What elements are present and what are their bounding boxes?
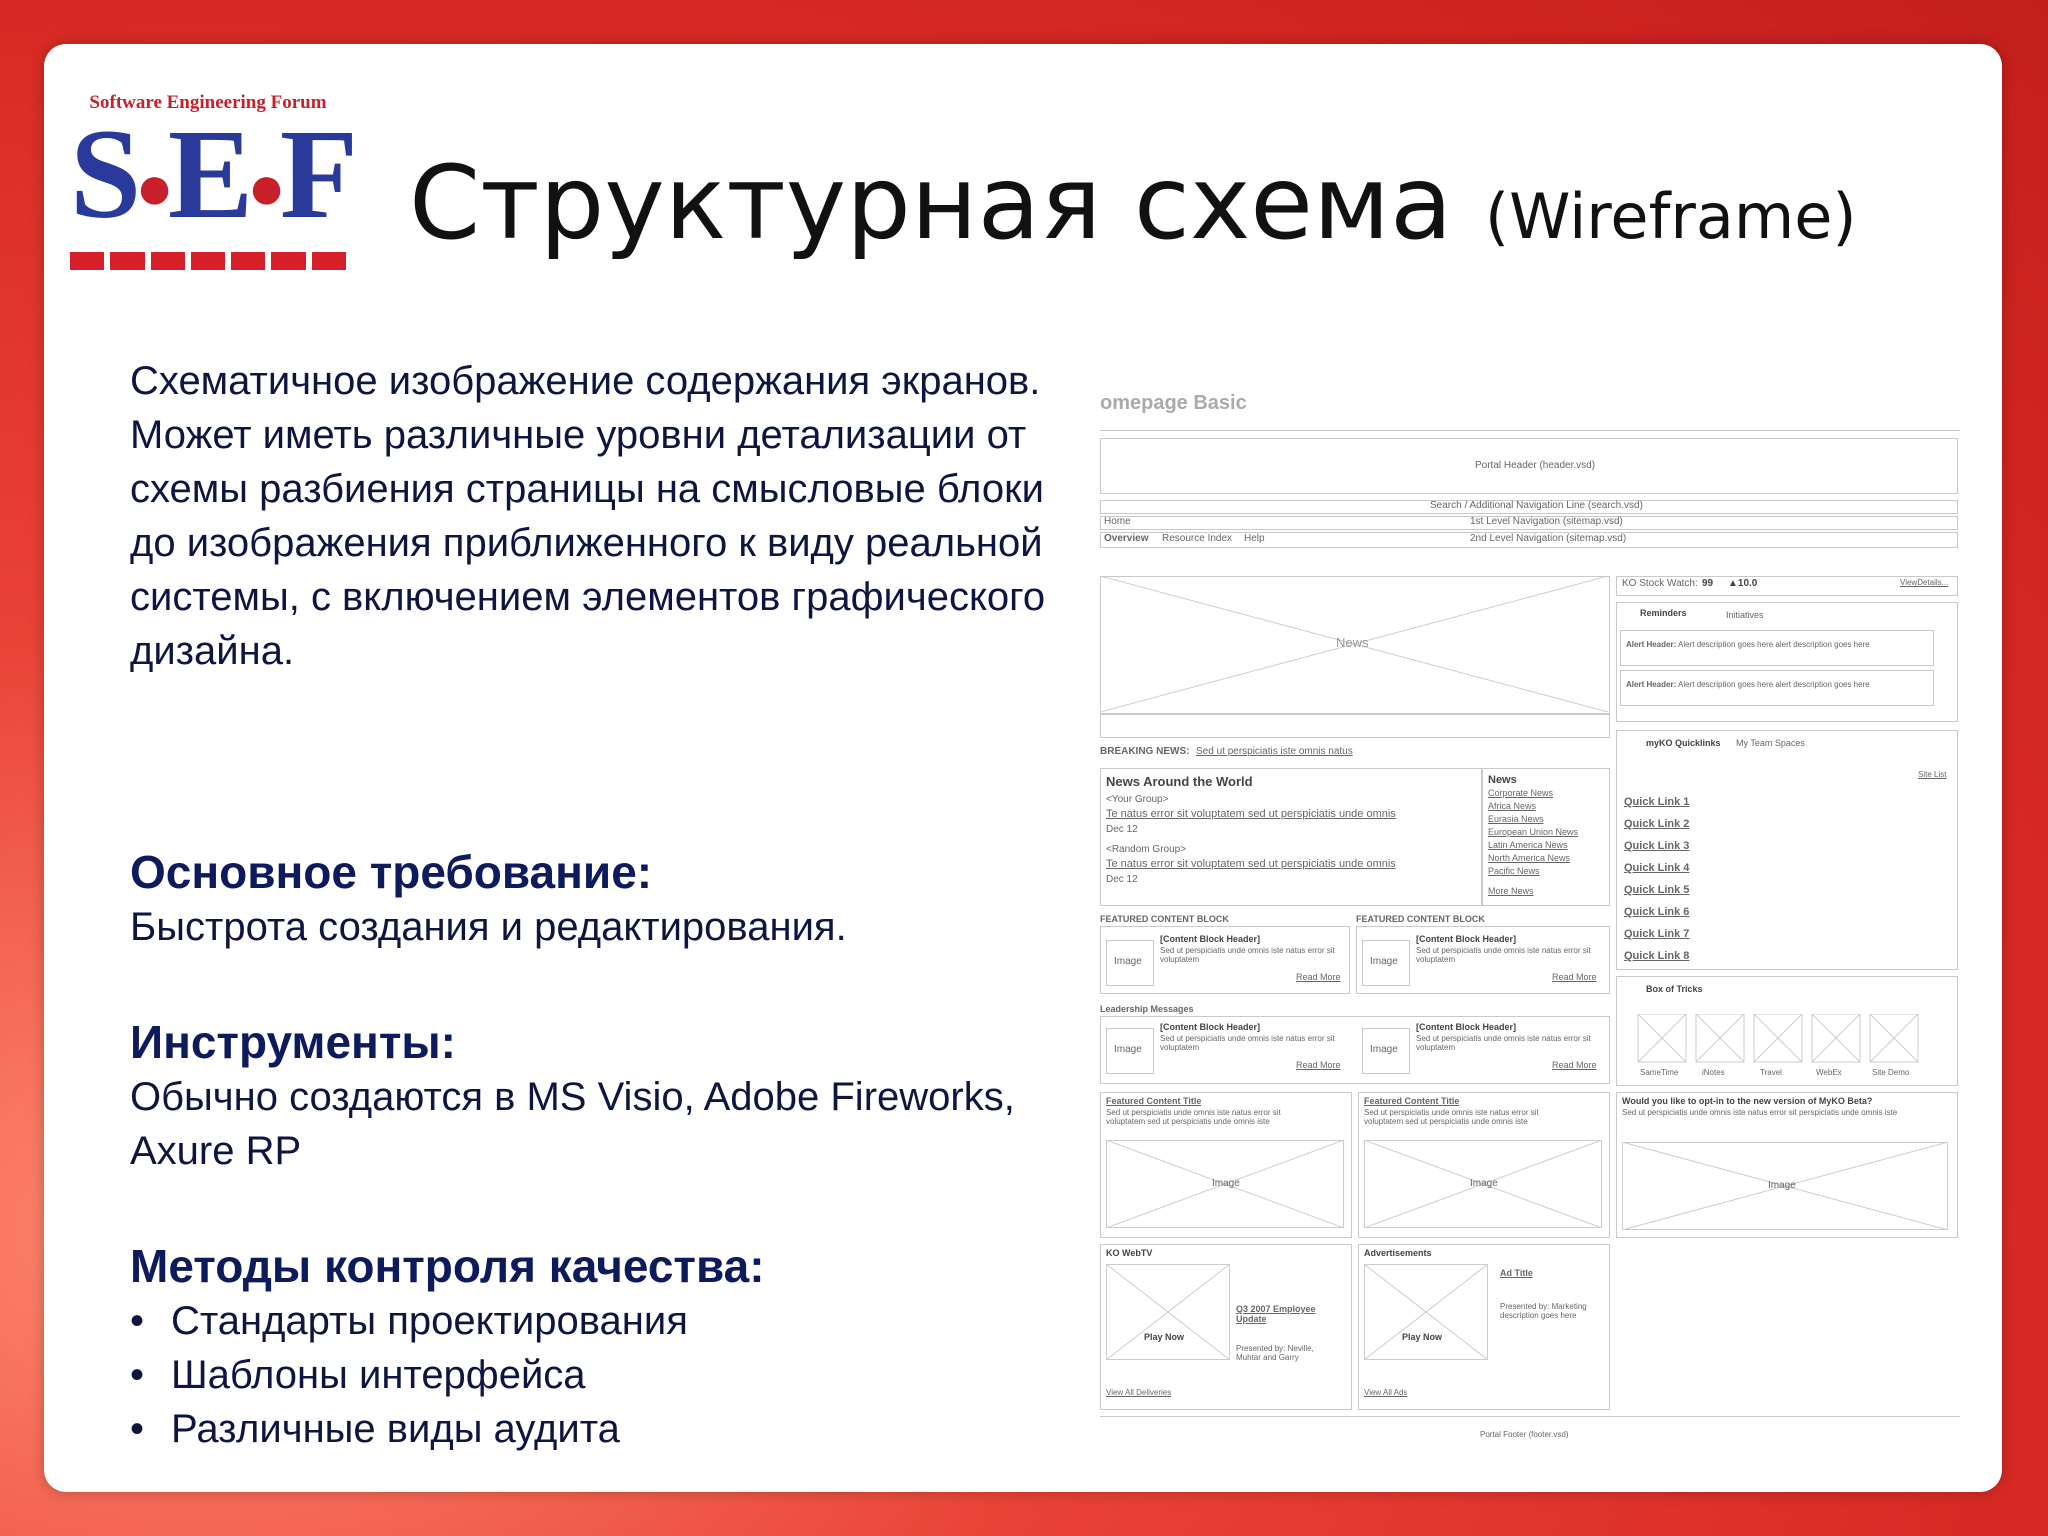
wf-divider: [1100, 430, 1960, 431]
wf-news-side-link: Corporate News: [1488, 788, 1554, 798]
wf-play-now: Play Now: [1402, 1332, 1443, 1342]
wf-news-side-title: News: [1488, 774, 1517, 786]
wf-trick-label: Site Demo: [1872, 1068, 1910, 1077]
wf-news-link: Te natus error sit voluptatem sed ut perspiciatis unde omnis: [1106, 858, 1396, 870]
wf-ad-text: Presented by: Marketing description goes here: [1500, 1302, 1587, 1320]
wf-play-now: Play Now: [1144, 1332, 1185, 1342]
wf-read-more: Read More: [1296, 1060, 1341, 1070]
wf-divider: [1100, 1416, 1960, 1417]
wf-featured-text: Sed ut perspiciatis unde omnis iste natus error sit voluptatem sed ut perspiciatis unde omnis iste: [1106, 1108, 1281, 1126]
wf-ad-title: Ad Title: [1500, 1268, 1533, 1278]
tools-text: Обычно создаются в MS Visio, Adobe Fireworks, Axure RP: [130, 1075, 1015, 1173]
wf-content-header: [Content Block Header]: [1160, 934, 1261, 944]
wf-breaking-link: Sed ut perspiciatis iste omnis natus: [1196, 746, 1353, 757]
wf-news-side-link: Eurasia News: [1488, 814, 1544, 824]
logo-letter-s: S: [70, 103, 140, 245]
title-main: Структурная схема: [409, 144, 1453, 263]
wf-nav2-label: 2nd Level Navigation (sitemap.vsd): [1470, 533, 1627, 544]
wf-news-side-link: North America News: [1488, 853, 1571, 863]
logo-letters: [70, 103, 357, 252]
wf-news-date: Dec 12: [1106, 824, 1138, 835]
wf-news-link: Te natus error sit voluptatem sed ut perspiciatis unde omnis: [1106, 808, 1396, 820]
wf-content-text: Sed ut perspiciatis unde omnis iste natus error sit voluptatem: [1416, 1034, 1591, 1052]
wf-image-label: Image: [1470, 1178, 1498, 1189]
wf-random-group: <Random Group>: [1106, 844, 1187, 855]
wf-featured-label: FEATURED CONTENT BLOCK: [1356, 914, 1485, 924]
wf-nav2-tab: Help: [1244, 533, 1265, 544]
wf-quick-link: Quick Link 2: [1624, 818, 1690, 830]
requirement-text: Быстрота создания и редактирования.: [130, 905, 847, 949]
wf-news-world-title: News Around the World: [1106, 774, 1253, 789]
wf-opt-in-text: Sed ut perspiciatis unde omnis iste natus error sit perspiciatis unde omnis iste: [1622, 1108, 1898, 1117]
wf-trick-label: Travel: [1760, 1068, 1782, 1077]
wf-news-controls: [1100, 714, 1610, 738]
wf-image-label: Image: [1370, 956, 1398, 967]
wireframe-image: [1100, 340, 2002, 1450]
wf-quick-link: Quick Link 1: [1624, 796, 1690, 808]
wf-image-label: Image: [1370, 1044, 1398, 1055]
logo-dot: ●: [247, 151, 284, 223]
wf-quick-link: Quick Link 8: [1624, 950, 1690, 962]
quality-item: • Шаблоны интерфейса: [130, 1348, 765, 1402]
wf-nav2-tab: Resource Index: [1162, 533, 1233, 544]
wf-team-spaces-tab: My Team Spaces: [1736, 738, 1805, 748]
wf-ads-title: Advertisements: [1364, 1248, 1432, 1258]
logo-bars: [70, 252, 346, 270]
wf-read-more: Read More: [1552, 972, 1597, 982]
wf-alert-header: Alert Header:: [1626, 640, 1677, 649]
wf-read-more: Read More: [1552, 1060, 1597, 1070]
wf-content-text: Sed ut perspiciatis unde omnis iste natus error sit voluptatem: [1416, 946, 1591, 964]
wf-news-side-link: Pacific News: [1488, 866, 1540, 876]
logo-letter-f: F: [279, 103, 357, 245]
wf-site-list: Site List: [1918, 770, 1947, 779]
wf-video-placeholder: [1106, 1264, 1230, 1360]
wf-alert-row: [1626, 680, 1870, 689]
wf-nav2-tab: Overview: [1104, 533, 1149, 544]
wf-featured-label: FEATURED CONTENT BLOCK: [1100, 914, 1229, 924]
wf-alert-desc: Alert description goes here alert description goes here: [1678, 680, 1870, 689]
wf-quick-link: Quick Link 7: [1624, 928, 1690, 940]
quality-heading: Методы контроля качества:: [130, 1240, 765, 1292]
wf-tab-reminders: Reminders: [1640, 608, 1687, 618]
wf-content-text: Sed ut perspiciatis unde omnis iste natus error sit voluptatem: [1160, 1034, 1335, 1052]
wf-quick-link: Quick Link 4: [1624, 862, 1690, 874]
wf-opt-in-title: Would you like to opt-in to the new version of MyKO Beta?: [1622, 1096, 1873, 1106]
wf-trick-label: SameTime: [1640, 1068, 1679, 1077]
wf-read-more: Read More: [1296, 972, 1341, 982]
wf-quick-link: Quick Link 6: [1624, 906, 1690, 918]
wf-box-of-tricks-title: Box of Tricks: [1646, 984, 1703, 994]
wf-webtv-title: KO WebTV: [1106, 1248, 1153, 1258]
wf-tab-initiatives: Initiatives: [1726, 610, 1764, 620]
wf-stock-label: KO Stock Watch:: [1622, 578, 1698, 589]
requirement-heading: Основное требование:: [130, 846, 653, 898]
wf-your-group: <Your Group>: [1106, 794, 1169, 805]
wf-portal-footer: Portal Footer (footer.vsd): [1480, 1430, 1569, 1439]
wf-quick-link: Quick Link 5: [1624, 884, 1690, 896]
wf-content-header: [Content Block Header]: [1416, 934, 1517, 944]
wf-featured-title: Featured Content Title: [1364, 1096, 1460, 1106]
wf-portal-header-label: Portal Header (header.vsd): [1475, 460, 1596, 471]
wf-content-text: Sed ut perspiciatis unde omnis iste natus error sit voluptatem: [1160, 946, 1335, 964]
logo-letter-e: E: [167, 103, 252, 245]
wf-trick-label: WebEx: [1816, 1068, 1842, 1077]
wf-image-label: Image: [1212, 1178, 1240, 1189]
wf-trick-label: iNotes: [1702, 1068, 1725, 1077]
wf-nav1-label: 1st Level Navigation (sitemap.vsd): [1470, 516, 1623, 527]
quality-list: [130, 1294, 765, 1456]
wf-presented-by: Presented by: Neville, Muhtar and Garry: [1236, 1344, 1314, 1362]
wf-stock-change: ▲10.0: [1728, 578, 1758, 589]
wf-view-details: ViewDetails...: [1900, 578, 1949, 587]
wf-alert-header: Alert Header:: [1626, 680, 1677, 689]
wf-image-label: Image: [1768, 1180, 1796, 1191]
slide: [44, 44, 2002, 1492]
wf-search-label: Search / Additional Navigation Line (search.vsd): [1430, 500, 1643, 511]
wf-image-label: Image: [1114, 1044, 1142, 1055]
wf-nav1-home: Home: [1104, 516, 1131, 527]
logo-caption: Software Engineering Forum: [89, 92, 327, 113]
intro-paragraph: Схематичное изображение содержания экранов. Может иметь различные уровни детализации от схемы разбиения страницы на смысловые блоки до изображения приближенного к виду реальной системы, с включением элементов графического дизайна.: [130, 359, 1046, 673]
wf-ad-placeholder: [1364, 1264, 1488, 1360]
wf-quick-link: Quick Link 3: [1624, 840, 1690, 852]
sef-logo: [68, 92, 357, 272]
wf-tricks-icons: [1630, 1014, 1946, 1064]
wf-breaking-label: BREAKING NEWS:: [1100, 746, 1190, 757]
wf-news-side-link: Africa News: [1488, 801, 1537, 811]
wf-view-ads: View All Ads: [1364, 1388, 1408, 1397]
logo-dot: ●: [135, 151, 172, 223]
wf-more-news: More News: [1488, 886, 1534, 896]
wf-q3-link: Q3 2007 Employee Update: [1236, 1304, 1316, 1324]
wf-image-label: Image: [1114, 956, 1142, 967]
tools-heading: Инструменты:: [130, 1016, 456, 1068]
wf-featured-text: Sed ut perspiciatis unde omnis iste natus error sit voluptatem sed ut perspiciatis unde omnis iste: [1364, 1108, 1539, 1126]
wf-news-label: News: [1336, 635, 1369, 650]
title-sub: (Wireframe): [1484, 180, 1857, 253]
wf-news-side-link: European Union News: [1488, 827, 1579, 837]
wf-alert-row: [1626, 640, 1870, 649]
wf-content-header: [Content Block Header]: [1160, 1022, 1261, 1032]
wf-view-deliveries: View All Deliveries: [1106, 1388, 1172, 1397]
wf-news-side-link: Latin America News: [1488, 840, 1568, 850]
quality-item: • Различные виды аудита: [130, 1402, 765, 1456]
wf-alert-desc: Alert description goes here alert description goes here: [1678, 640, 1870, 649]
wf-stock-value: 99: [1702, 578, 1714, 589]
wf-page-title: omepage Basic: [1100, 392, 1247, 414]
wf-content-header: [Content Block Header]: [1416, 1022, 1517, 1032]
slide-title: [409, 144, 1857, 277]
quality-item: • Стандарты проектирования: [130, 1294, 765, 1348]
wf-quicklinks-tab: myKO Quicklinks: [1646, 738, 1721, 748]
wf-news-date: Dec 12: [1106, 874, 1138, 885]
wf-featured-title: Featured Content Title: [1106, 1096, 1202, 1106]
wf-leadership-label: Leadership Messages: [1100, 1004, 1194, 1014]
